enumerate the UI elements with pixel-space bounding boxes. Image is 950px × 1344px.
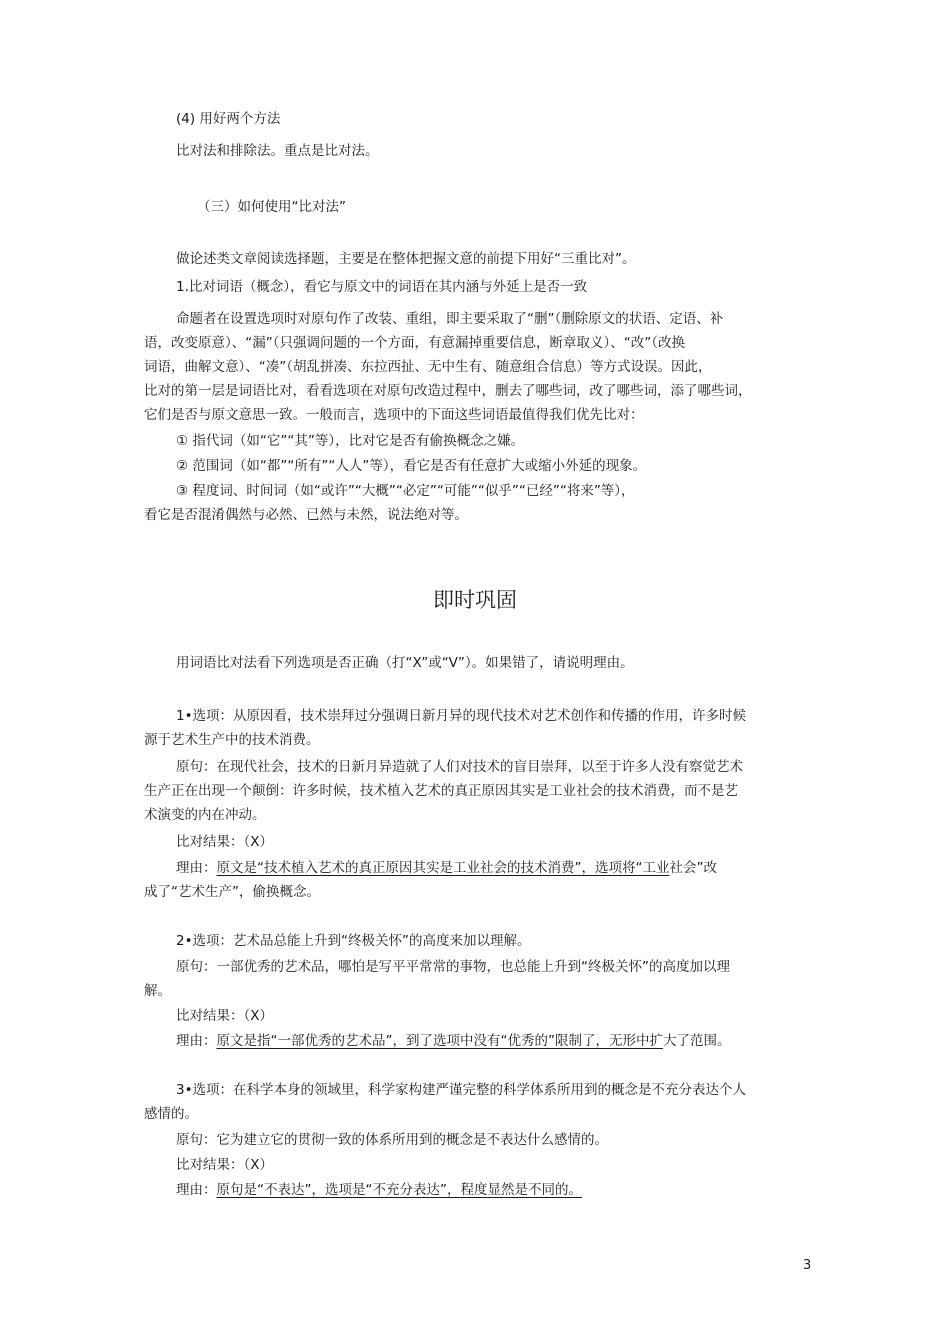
q2-reason <box>176 1031 730 1051</box>
q1-result: 比对结果：（X） <box>176 834 273 850</box>
para-line-3: 词语，曲解文意）、“凑”（胡乱拼凑、东拉西扯、无中生有、随意组合信息）等方式设误。因此， <box>144 359 712 375</box>
list-item-degree-cont: 看它是否混淆偶然与必然、已然与未然，说法绝对等。 <box>144 507 468 523</box>
q1-option: 1•选项：从原因看，技术崇拜过分强调日新月异的现代技术对艺术创作和传播的作用，许多时候 <box>176 708 747 724</box>
para-line-1: 命题者在设置选项时对原句作了改装、重组，即主要采取了“删”（删除原文的状语、定语、补 <box>176 311 724 327</box>
instruction-text: 用词语比对法看下列选项是否正确（打“X”或“V”）。如果错了，请说明理由。 <box>176 655 634 671</box>
list-item-scope: ② 范围词（如“都”“所有”“人人”等），看它是否有任意扩大或缩小外延的现象。 <box>176 458 647 474</box>
q3-result: 比对结果：（X） <box>176 1157 273 1173</box>
q1-reason-rest: 社会”改 <box>669 860 717 876</box>
intro-text: 做论述类文章阅读选择题，主要是在整体把握文意的前提下用好“三重比对”。 <box>176 251 636 267</box>
list-item-degree: ③ 程度词、时间词（如“或许”“大概”“必定”“可能”“似乎”“已经”“将来”等）， <box>176 483 635 499</box>
q3-option: 3•选项：在科学本身的领域里，科学家构建严谨完整的科学体系所用到的概念是不充分表达个人 <box>176 1082 747 1098</box>
section-title: 即时巩固 <box>433 588 517 612</box>
q3-original: 原句：它为建立它的贯彻一致的体系所用到的概念是不表达什么感情的。 <box>176 1132 608 1148</box>
q1-original: 原句：在现代社会，技术的日新月异造就了人们对技术的盲目崇拜，以至于许多人没有察觉艺术 <box>176 759 743 775</box>
q1-original-cont: 生产正在出现一个颠倒：许多时候，技术植入艺术的真正原因其实是工业社会的技术消费，而不是艺 <box>144 783 738 799</box>
q3-reason-underlined: 原句是“不表达”，选项是“不充分表达”，程度显然是不同的。 <box>216 1182 582 1198</box>
para-line-5: 它们是否与原文意思一致。一般而言，选项中的下面这些词语最值得我们优先比对： <box>144 407 644 423</box>
list-item-pronoun: ① 指代词（如“它”“其”等），比对它是否有偷换概念之嫌。 <box>176 433 525 449</box>
q1-reason-underlined: 原文是“技术植入艺术的真正原因其实是工业社会的技术消费”，选项将“工业 <box>216 860 670 876</box>
q2-original: 原句：一部优秀的艺术品，哪怕是写平平常常的事物，也总能上升到“终极关怀”的高度加以理 <box>176 959 730 975</box>
q3-reason <box>176 1180 582 1200</box>
page-number: 3 <box>803 1258 812 1273</box>
q2-reason-underlined: 原文是指“一部优秀的艺术品”，到了选项中没有“优秀的”限制了，无形中扩 <box>216 1033 663 1049</box>
sec4-text: 比对法和排除法。重点是比对法。 <box>176 143 379 159</box>
q2-reason-rest: 大了范围。 <box>662 1033 731 1049</box>
q2-option: 2•选项：艺术品总能上升到“终极关怀”的高度来加以理解。 <box>176 933 531 949</box>
q3-option-cont: 感情的。 <box>144 1106 198 1122</box>
para-line-2: 语，改变原意）、“漏”（只强调问题的一个方面，有意漏掉重要信息，断章取义）、“改”（改换 <box>144 335 685 351</box>
q2-original-cont: 解。 <box>144 983 171 999</box>
sec4-heading: (4) 用好两个方法 <box>176 111 281 127</box>
q2-result: 比对结果：（X） <box>176 1008 273 1024</box>
q2-reason-label: 理由： <box>176 1033 217 1049</box>
q1-option-cont: 源于艺术生产中的技术消费。 <box>144 732 320 748</box>
step1-heading: 1.比对词语（概念），看它与原文中的词语在其内涵与外延上是否一致 <box>176 279 588 295</box>
q3-reason-label: 理由： <box>176 1182 217 1198</box>
sec3-heading: （三）如何使用“比对法” <box>197 199 346 215</box>
q1-reason-cont: 成了“艺术生产”，偷换概念。 <box>144 884 320 900</box>
para-line-4: 比对的第一层是词语比对，看看选项在对原句改造过程中，删去了哪些词，改了哪些词，添了哪些词， <box>144 383 752 399</box>
q1-reason <box>176 858 717 878</box>
q1-original-cont-2: 术演变的内在冲动。 <box>144 807 266 823</box>
q1-reason-label: 理由： <box>176 860 217 876</box>
